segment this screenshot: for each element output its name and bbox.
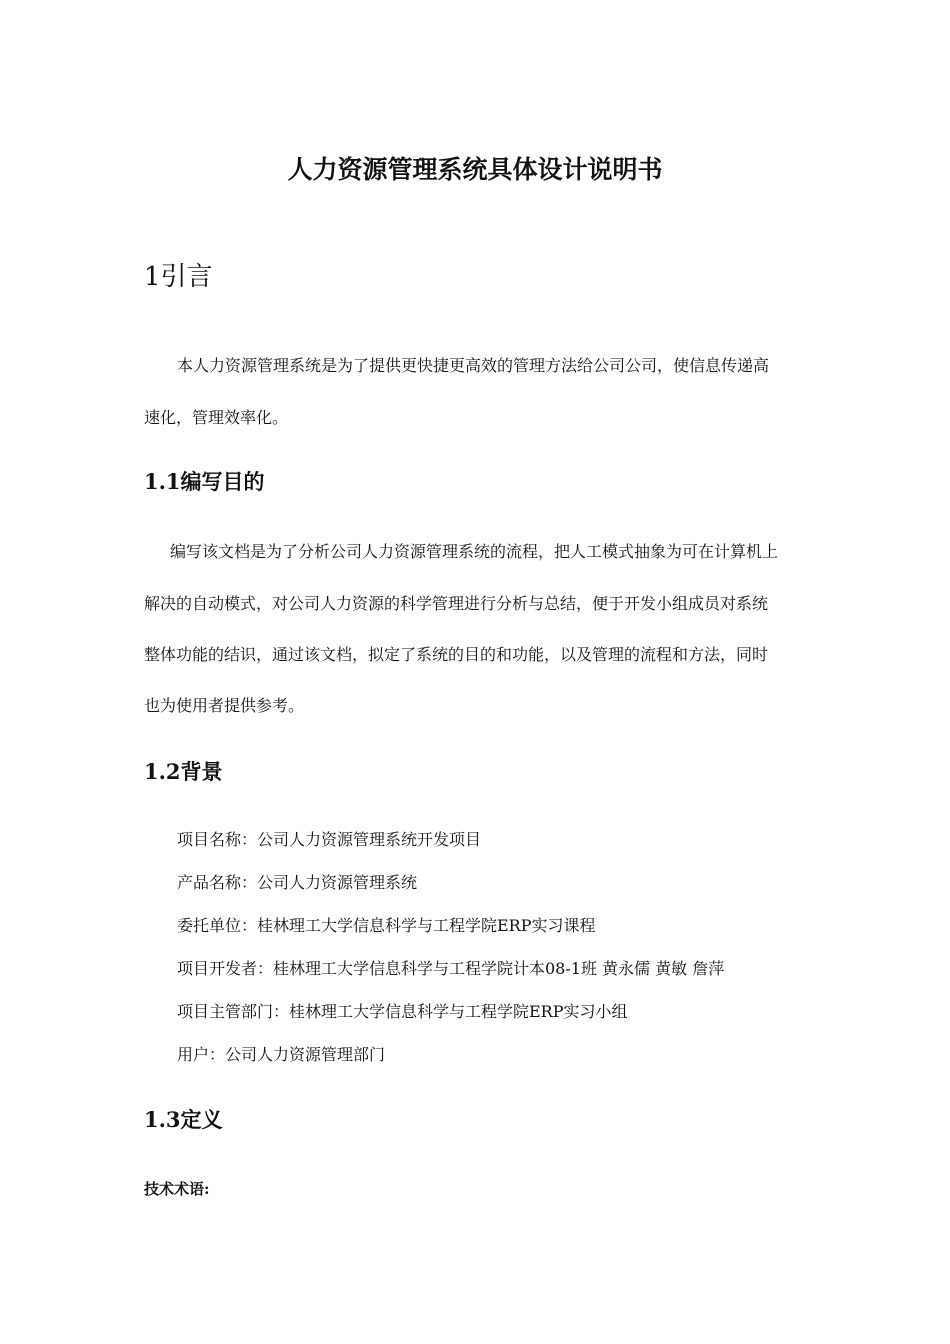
document-title: 人力资源管理系统具体设计说明书 <box>287 155 663 184</box>
section-heading-definitions: 1.3定义 <box>144 1107 223 1132</box>
purpose-paragraph-line: 也为使用者提供参考。 <box>144 696 305 715</box>
purpose-paragraph-line: 整体功能的结识，通过该文档，拟定了系统的目的和功能，以及管理的流程和方法，同时 <box>144 645 769 664</box>
background-item: 项目名称：公司人力资源管理系统开发项目 <box>177 830 482 849</box>
background-item: 产品名称：公司人力资源管理系统 <box>177 873 418 892</box>
technical-terms-label: 技术术语: <box>144 1180 210 1198</box>
purpose-paragraph-line: 编写该文档是为了分析公司人力资源管理系统的流程，把人工模式抽象为可在计算机上 <box>170 542 779 561</box>
background-item: 项目主管部门：桂林理工大学信息科学与工程学院ERP实习小组 <box>177 1002 628 1021</box>
intro-paragraph-line: 速化，管理效率化。 <box>144 408 289 427</box>
background-item: 用户：公司人力资源管理部门 <box>177 1045 386 1064</box>
background-item: 委托单位：桂林理工大学信息科学与工程学院ERP实习课程 <box>177 916 596 935</box>
section-heading-background: 1.2背景 <box>144 759 223 784</box>
background-item: 项目开发者：桂林理工大学信息科学与工程学院计本08-1班 黄永儒 黄敏 詹萍 <box>177 959 725 978</box>
section-heading-purpose: 1.1编写目的 <box>144 469 265 494</box>
purpose-paragraph-line: 解决的自动模式，对公司人力资源的科学管理进行分析与总结，便于开发小组成员对系统 <box>144 594 769 613</box>
section-heading-intro: 1引言 <box>144 262 213 292</box>
intro-paragraph-line: 本人力资源管理系统是为了提供更快捷更高效的管理方法给公司公司，使信息传递高 <box>177 356 770 375</box>
